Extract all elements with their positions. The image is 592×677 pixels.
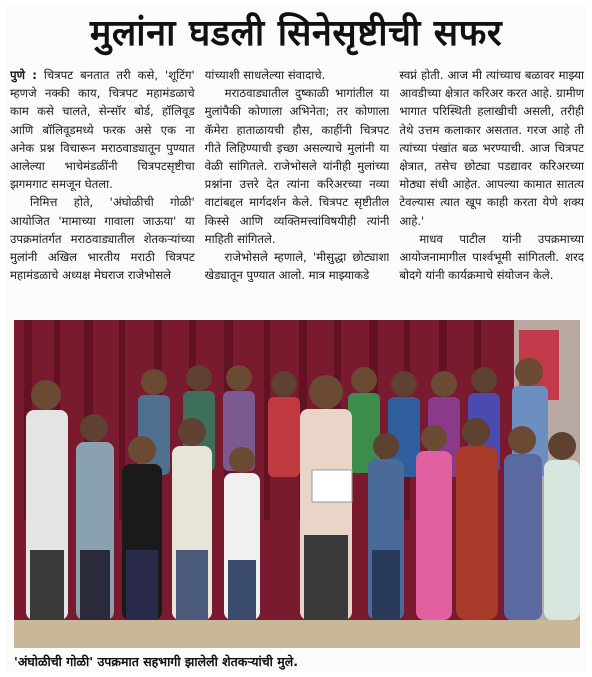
certificate bbox=[312, 470, 352, 502]
article-paragraph: यांच्याशी साधलेल्या संवादाचे. bbox=[204, 68, 326, 82]
article-column-2 bbox=[205, 66, 390, 316]
article-paragraph bbox=[10, 66, 195, 193]
paragraph-text: चित्रपट बनतात तरी कसे, 'शूटिंग' म्हणजे नक्की काय, चित्रपट महामंडळाचे काम कसे चालते, सेन्सॉर बोर्ड, हॉलिवूड आणि बॉलिवूडमध्ये फरक असे एक ना अनेक प्रश्न विचारून मराठवाड्यातून पुण्यात आलेल्या भाचेमंडळींनी चित्रपटसृष्टीचा झगमगाट समजून घेतला. bbox=[10, 68, 195, 192]
article-paragraph: मराठवाड्यातील दुष्काळी भागांतील या मुलांपैकी कोणाला अभिनेता; तर कोणाला कॅमेरा हाताळायची हौस, काहींनी चित्रपट गीते लिहिण्याची इच्छा असल्याचे मुलांनी या वेळी सांगितले. राजेभोसले यांनीही मुलांच्या प्रश्नांना उत्तरे देत त्यांना करिअरच्या नव्या वाटांबद्दल मार्गदर्शन केले. चित्रपट सृष्टीतील किस्से आणि व्यक्तिमत्त्वांविषयीही त्यांनी माहिती सांगितले. bbox=[204, 86, 390, 246]
article-paragraph: राजेभोसले म्हणाले, 'मीसुद्धा छोट्याशा खेड्यातून पुण्यात आलो. मात्र माझ्याकडे bbox=[204, 250, 390, 283]
newspaper-clipping bbox=[6, 4, 586, 672]
article-paragraph: निमित्त होते, 'अंघोळीची गोळी' आयोजित 'मामाच्या गावाला जाऊया' या उपक्रमांतर्गत मराठवाड्यातील शेतकऱ्यांच्या मुलांनी अखिल भारतीय मराठी चित्रपट महामंडळाचे अध्यक्ष मेघराज राजेभोसले bbox=[10, 195, 195, 283]
article-body bbox=[10, 66, 584, 316]
article-paragraph: स्वप्नं होती. आज मी त्यांच्याच बळावर माझ्या आवडीच्या क्षेत्रात करिअर करत आहे. ग्रामीण भागात परिस्थिती हलाखीची असली, तरीही तेथे उत्तम कलाकार असतात. गरज आहे ती त्यांच्या पंखांत बळ भरण्याची. आज चित्रपट क्षेत्रात, तसेच छोट्या पडद्यावर करिअरच्या मोठ्या संधी आहेत. आपल्या कामात सातत्य टेवल्यास त्यात खूप काही करता येणे शक्य आहे.' bbox=[399, 68, 585, 228]
photo-caption: 'अंघोळीची गोळी' उपक्रमात सहभागी झालेली शेतकऱ्यांची मुले. bbox=[14, 654, 298, 669]
article-paragraph: माधव पाटील यांनी उपक्रमाच्या आयोजनामागील पार्श्वभूमी सांगितली. शरद बोदगे यांनी कार्यक्रमाचे संयोजन केले. bbox=[399, 231, 585, 283]
group-photo bbox=[14, 320, 580, 648]
floor bbox=[14, 620, 580, 648]
article-column-1 bbox=[10, 66, 195, 316]
group-photo-illustration bbox=[14, 320, 580, 648]
headline: मुलांना घडली सिनेसृष्टीची सफर bbox=[89, 13, 503, 54]
central-man bbox=[300, 375, 352, 620]
dateline: पुणे : bbox=[10, 68, 37, 82]
article-column-3 bbox=[399, 66, 584, 316]
